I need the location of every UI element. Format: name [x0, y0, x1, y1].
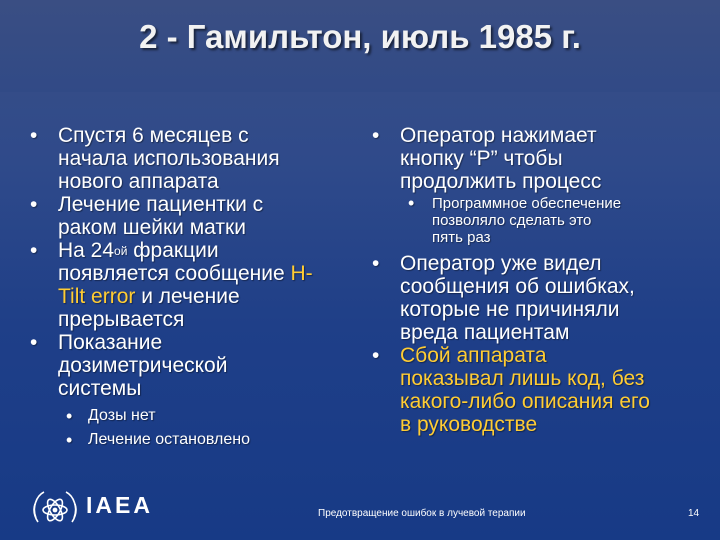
left-bullet-2-line-1: Лечение пациентки с: [58, 193, 264, 216]
right-bullet-2-line-2: сообщения об ошибках,: [400, 275, 635, 298]
bullet-dot: •: [372, 252, 380, 275]
page-number: 14: [688, 508, 700, 519]
left-sub-bullet-2: [30, 430, 360, 450]
bullet-dot: •: [30, 331, 38, 354]
sub-bullet-dot: •: [66, 406, 73, 426]
bullet-dot: •: [30, 124, 38, 147]
right-bullet-2-line-3: которые не причиняли: [400, 298, 620, 321]
right-column: [372, 124, 702, 436]
left-sub-bullet-1: [30, 406, 360, 426]
error-code-part-2: Tilt error: [58, 285, 136, 308]
bullet-dot: •: [30, 239, 38, 262]
left-bullet-2: [30, 193, 360, 239]
right-sub-bullet-1-line-1: Программное обеспечение: [432, 195, 622, 212]
left-sub-bullet-2-text: Лечение остановлено: [88, 431, 250, 448]
right-sub-bullet-1: [372, 195, 702, 246]
iaea-logo-text: IAEA: [86, 492, 153, 518]
left-bullet-4-line-1: Показание: [58, 331, 163, 354]
bullet-dot: •: [372, 344, 380, 367]
iaea-atom-emblem-icon: [30, 488, 80, 532]
right-sub-bullet-1-line-2: позволяло сделать это: [432, 212, 592, 229]
left-bullet-3-line-4: прерывается: [58, 308, 185, 331]
left-bullet-1-line-3: нового аппарата: [58, 170, 219, 193]
right-bullet-1-line-1: Оператор нажимает: [400, 124, 597, 147]
fraction-text-end: фракции: [127, 239, 219, 262]
right-bullet-2: [372, 252, 702, 344]
right-bullet-1-line-3: продолжить процесс: [400, 170, 602, 193]
right-bullet-1: [372, 124, 702, 193]
right-bullet-3-line-3: какого-либо описания его: [400, 390, 650, 413]
left-bullet-1: [30, 124, 360, 193]
left-bullet-3-line-3: [58, 285, 360, 308]
right-bullet-2-line-1: Оператор уже видел: [400, 252, 602, 275]
left-bullet-1-line-2: начала использования: [58, 147, 280, 170]
right-bullet-2-line-4: вреда пациентам: [400, 321, 570, 344]
left-bullet-4-line-2: дозиметрической: [58, 354, 228, 377]
message-text: появляется сообщение: [58, 262, 291, 285]
fraction-text: На 24: [58, 239, 115, 262]
right-sub-bullet-1-line-3: пять раз: [432, 229, 491, 246]
right-bullet-1-line-2: кнопку “P” чтобы: [400, 147, 563, 170]
left-bullet-3-line-1: [58, 239, 360, 262]
left-bullet-4-line-3: системы: [58, 377, 142, 400]
right-bullet-3-line-1: Сбой аппарата: [400, 344, 547, 367]
bullet-dot: •: [372, 124, 380, 147]
right-bullet-3: [372, 344, 702, 436]
treatment-text: и лечение: [135, 285, 240, 308]
left-column: [30, 124, 360, 450]
left-sub-bullet-1-text: Дозы нет: [88, 407, 156, 424]
sub-bullet-dot: •: [408, 193, 415, 213]
footer-caption: Предотвращение ошибок в лучевой терапии: [318, 508, 526, 519]
right-bullet-3-line-2: показывал лишь код, без: [400, 367, 645, 390]
right-bullet-3-line-4: в руководстве: [400, 413, 538, 436]
sub-bullet-dot: •: [66, 430, 73, 450]
left-bullet-4: [30, 331, 360, 400]
slide-title: 2 - Гамильтон, июль 1985 г.: [139, 18, 581, 55]
left-bullet-1-line-1: Спустя 6 месяцев с: [58, 124, 249, 147]
bullet-dot: •: [30, 193, 38, 216]
error-code-part-1: H-: [290, 262, 313, 285]
left-bullet-3: [30, 239, 360, 331]
left-bullet-2-line-2: раком шейки матки: [58, 216, 246, 239]
superscript: ой: [114, 244, 128, 258]
left-bullet-3-line-2: [58, 262, 360, 285]
